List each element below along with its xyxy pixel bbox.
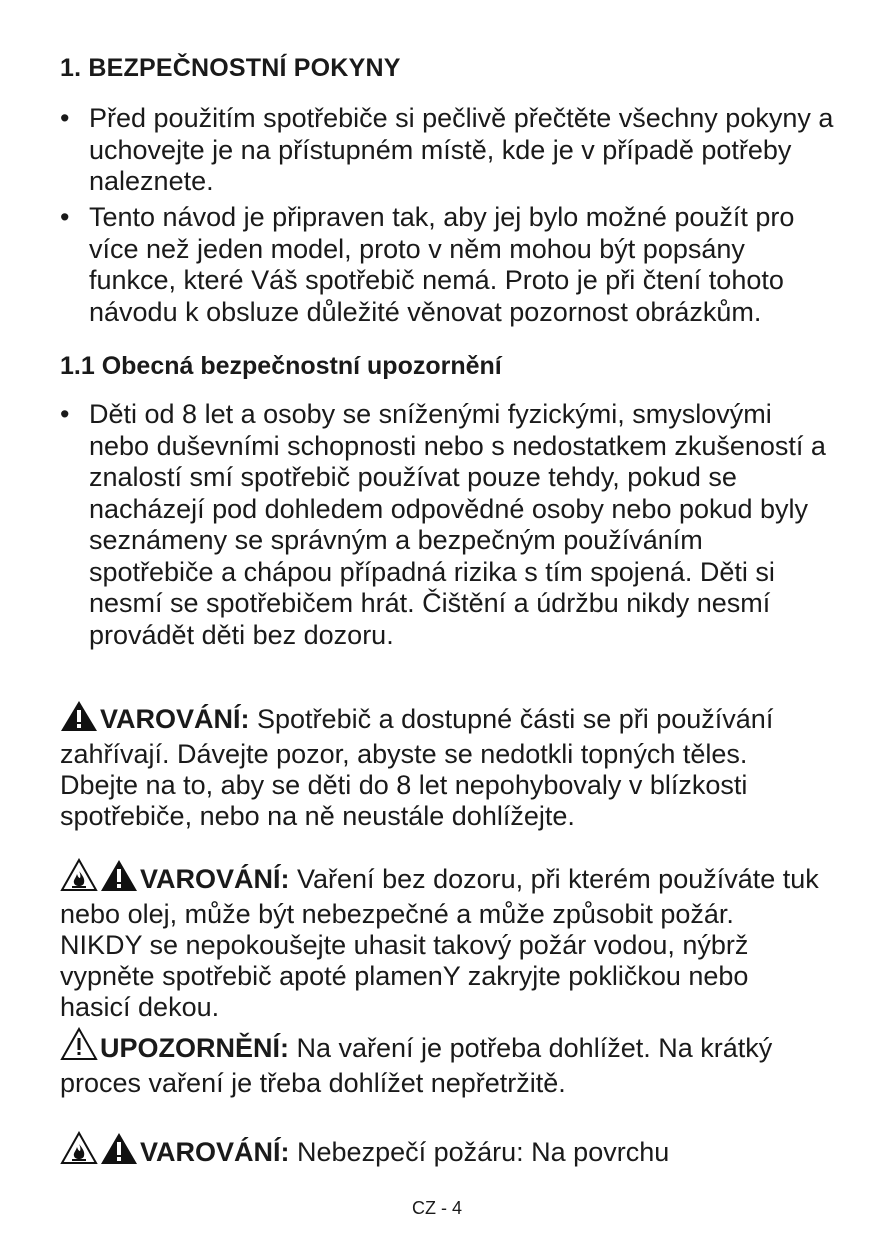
subsection-heading: 1.1 Obecná bezpečnostní upozornění [60, 352, 502, 380]
warning-text: Vaření bez dozoru, při kterém používáte tuk nebo olej, může být nebezpečné a může způsobit požár. NIKDY se nepokoušejte uhasit takový požár vodou, nýbrž vypněte spotřebič apoté plamenY zakryjte pokličkou nebo hasicí dekou. [60, 864, 819, 1022]
caution-icon [60, 1027, 98, 1068]
bullet-symbol: • [60, 202, 70, 232]
warning-label: VAROVÁNÍ: [140, 864, 290, 894]
page-number: CZ - 4 [411, 1198, 462, 1218]
bullet-symbol: • [60, 103, 70, 133]
fire-warning-icon [60, 858, 98, 899]
warning-oil-fire [60, 858, 820, 1023]
bullet-symbol: • [60, 399, 70, 429]
bullet-text: Děti od 8 let a osoby se sníženými fyzickými, smyslovými nebo duševními schopnosti nebo s nedostatkem zkušeností a znalostí smí spotřebič používat pouze tehdy, pokud se nacházejí pod dohledem odpovědné osoby nebo pokud byly seznámeny se správným a bezpečným používáním spotřebiče a chápou případná rizika s tím spojená. Děti si nesmí se spotřebičem hrát. Čištění a údržbu nikdy nesmí provádět děti bez dozoru. [89, 399, 826, 650]
warning-icon [100, 858, 138, 899]
warning-icon [60, 700, 98, 739]
bullet-text: Před použitím spotřebiče si pečlivě přečtěte všechny pokyny a uchovejte je na přístupném místě, kde je v případě potřeby naleznete. [89, 103, 834, 196]
section-heading: 1. BEZPEČNOSTNÍ POKYNY [60, 54, 401, 82]
warning-icon [100, 1131, 138, 1172]
bullet-text: Tento návod je připraven tak, aby jej bylo možné použít pro více než jeden model, proto v něm mohou být popsány funkce, které Váš spotřebič nemá. Proto je při čtení tohoto návodu k obsluze důležité věnovat pozornost obrázkům. [89, 202, 795, 327]
warning-label: VAROVÁNÍ: [100, 704, 250, 734]
caution-label: UPOZORNĚNÍ: [100, 1033, 289, 1063]
warning-text: Nebezpečí požáru: Na povrchu [289, 1137, 670, 1167]
caution-supervise-cooking [60, 1027, 820, 1099]
warning-fire-hazard [60, 1131, 820, 1172]
warning-text: Spotřebič a dostupné části se při používání zahřívají. Dávejte pozor, abyste se nedotkli topných těles. Dbejte na to, aby se děti do 8 let nepohybovaly v blízkosti spotřebiče, nebo na ně neustále dohlížejte. [60, 704, 774, 831]
warning-hot-parts [60, 700, 820, 832]
fire-warning-icon [60, 1131, 98, 1172]
warning-label: VAROVÁNÍ: [140, 1137, 290, 1167]
caution-text: Na vaření je potřeba dohlížet. Na krátký proces vaření je třeba dohlížet nepřetržitě. [60, 1033, 773, 1098]
